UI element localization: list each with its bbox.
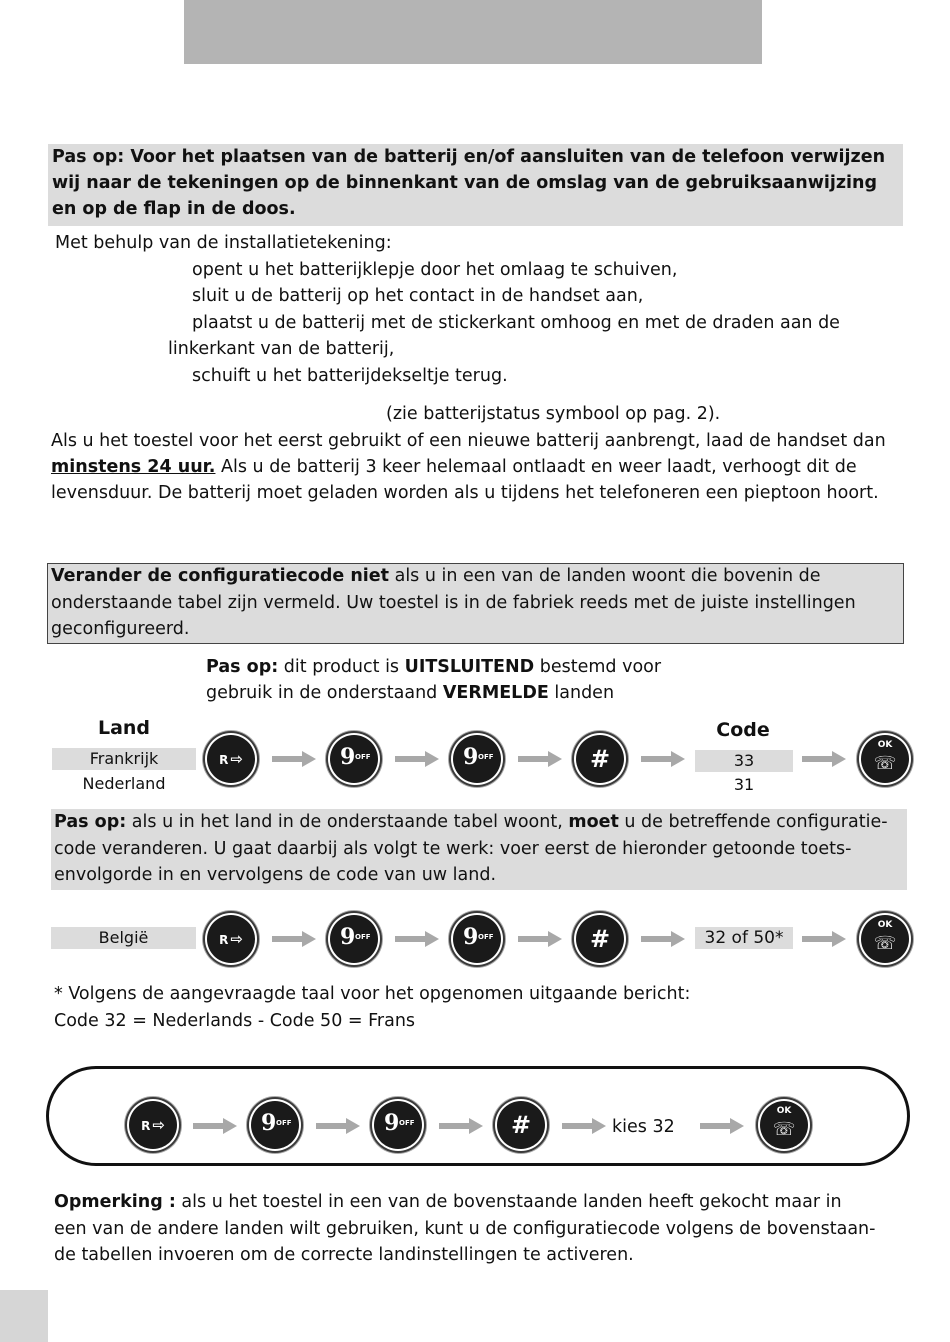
arrow-in-icon: ⇨: [152, 1116, 165, 1134]
hash-key: [497, 1101, 545, 1149]
nine-key: [453, 915, 501, 963]
change-code-label: Pas op:: [54, 812, 127, 832]
battery-status-reference: (zie batterijstatus symbool op pag. 2).: [386, 404, 721, 424]
install-step: sluit u de batterij op het contact in de handset aan,: [192, 286, 644, 306]
exclusive-note-text: landen: [548, 683, 615, 703]
remark-text: als u het toestel in een van de bovenstaande landen heeft gekocht maar in: [175, 1192, 842, 1212]
arrow-right-icon: [700, 1118, 744, 1134]
arrow-right-icon: [272, 751, 316, 767]
install-step: opent u het batterijklepje door het omlaag te schuiven,: [192, 260, 678, 280]
hash-key-label: #: [589, 745, 611, 773]
nine-key: [453, 735, 501, 783]
arrow-right-icon: [316, 1118, 360, 1134]
code-cell: 33: [695, 750, 793, 772]
install-step: plaatst u de batterij met de stickerkant omhoog en met de draden aan de: [192, 313, 840, 333]
nine-key-sub: OFF: [478, 933, 494, 941]
nine-key: [330, 735, 378, 783]
arrow-in-icon: ⇨: [230, 750, 243, 768]
nine-key-label: 9: [340, 744, 356, 770]
ok-key-label: OK: [877, 740, 893, 750]
nine-key-label: 9: [463, 924, 479, 950]
charge-duration: minstens 24 uur.: [51, 457, 216, 477]
install-step: schuift u het batterijdekseltje terug.: [192, 366, 508, 386]
phone-icon: ☏: [873, 753, 897, 774]
r-key-label: R: [219, 933, 229, 947]
exclusive-note-label: Pas op:: [206, 657, 279, 677]
config-code-notice: [47, 563, 904, 644]
arrow-in-icon: ⇨: [230, 930, 243, 948]
arrow-right-icon: [802, 931, 846, 947]
battery-warning-panel: [48, 144, 903, 226]
battery-warning-line: wij naar de tekeningen op de binnenkant van de omslag van de gebruiksaanwijzing: [52, 173, 878, 193]
arrow-right-icon: [272, 931, 316, 947]
r-key-label: R: [219, 753, 229, 767]
phone-icon: ☏: [873, 933, 897, 954]
exclusive-note-text: bestemd voor: [534, 657, 662, 677]
battery-warning-line: Pas op: Voor het plaatsen van de batterij en/of aansluiten van de telefoon verwijzen: [52, 147, 886, 167]
ok-key: [861, 735, 909, 783]
arrow-right-icon: [641, 751, 685, 767]
config-notice-bold: Verander de configuratiecode niet: [51, 566, 390, 586]
r-key: [207, 735, 255, 783]
change-code-line: [54, 809, 888, 836]
hash-key: [576, 915, 624, 963]
nine-key: [374, 1101, 422, 1149]
remark-line: [54, 1189, 842, 1216]
hash-key-label: #: [510, 1111, 532, 1139]
change-code-text: u de betreffende configuratie-: [618, 812, 888, 832]
arrow-right-icon: [395, 931, 439, 947]
install-step: linkerkant van de batterij,: [168, 339, 395, 359]
arrow-right-icon: [802, 751, 846, 767]
land-header: Land: [97, 717, 151, 739]
config-notice-line: geconfigureerd.: [51, 619, 190, 639]
code-cell: 32 of 50*: [695, 927, 793, 949]
exclusive-note-emph: VERMELDE: [442, 683, 549, 703]
footnote-line: Code 32 = Nederlands - Code 50 = Frans: [54, 1011, 416, 1031]
change-code-warning-panel: [51, 809, 907, 890]
change-code-text: als u in het land in de onderstaande tabel woont,: [126, 812, 569, 832]
change-code-line: code veranderen. U gaat daarbij als volgt te werk: voer eerst de hieronder getoonde toets-: [54, 839, 852, 859]
arrow-right-icon: [562, 1118, 606, 1134]
nine-key: [330, 915, 378, 963]
arrow-right-icon: [518, 751, 562, 767]
exclusive-note-line: [206, 680, 614, 707]
remark-line: een van de andere landen wilt gebruiken, kunt u de configuratiecode volgens de bovenstaan-: [54, 1219, 876, 1239]
change-code-line: envolgorde in en vervolgens de code van uw land.: [54, 865, 497, 885]
charge-instructions-line: [51, 454, 857, 481]
exclusive-note-text: dit product is: [278, 657, 405, 677]
ok-key-label: OK: [776, 1106, 792, 1116]
nine-key-sub: OFF: [355, 933, 371, 941]
ok-key: [760, 1101, 808, 1149]
config-notice-line: onderstaande tabel zijn vermeld. Uw toestel is in de fabriek reeds met de juiste instellingen: [51, 593, 856, 613]
footnote-line: * Volgens de aangevraagde taal voor het opgenomen uitgaande bericht:: [54, 984, 691, 1004]
arrow-right-icon: [518, 931, 562, 947]
config-notice-line: [51, 563, 821, 590]
code-cell: 31: [733, 775, 755, 794]
nine-key-label: 9: [261, 1110, 277, 1136]
change-code-emph: moet: [568, 812, 619, 832]
arrow-right-icon: [193, 1118, 237, 1134]
arrow-right-icon: [439, 1118, 483, 1134]
header-bar: [184, 0, 762, 64]
nine-key-sub: OFF: [478, 753, 494, 761]
country-cell: Frankrijk: [52, 748, 196, 770]
nine-key: [251, 1101, 299, 1149]
r-key: [129, 1101, 177, 1149]
code-header: Code: [716, 719, 770, 741]
exclusive-note-text: gebruik in de onderstaand: [206, 683, 443, 703]
ok-key: [861, 915, 909, 963]
nine-key-sub: OFF: [399, 1119, 415, 1127]
arrow-right-icon: [641, 931, 685, 947]
country-cell: Nederland: [82, 774, 166, 793]
page-corner-tab: [0, 1290, 48, 1342]
phone-icon: ☏: [772, 1119, 796, 1140]
charge-instructions-line: levensduur. De batterij moet geladen worden als u tijdens het telefoneren een pieptoon hoort.: [51, 483, 879, 503]
nine-key-sub: OFF: [276, 1119, 292, 1127]
choose-code-label: kies 32: [612, 1117, 675, 1137]
nine-key-label: 9: [463, 744, 479, 770]
r-key-label: R: [141, 1119, 151, 1133]
arrow-right-icon: [395, 751, 439, 767]
ok-key-label: OK: [877, 920, 893, 930]
battery-warning-line: en op de flap in de doos.: [52, 199, 296, 219]
nine-key-sub: OFF: [355, 753, 371, 761]
charge-instructions-line: Als u het toestel voor het eerst gebruikt of een nieuwe batterij aanbrengt, laad de handset dan: [51, 431, 886, 451]
hash-key-label: #: [589, 925, 611, 953]
charge-text: Als u de batterij 3 keer helemaal ontlaadt en weer laadt, verhoogt dit de: [215, 457, 857, 477]
hash-key: [576, 735, 624, 783]
r-key: [207, 915, 255, 963]
remark-label: Opmerking :: [54, 1192, 176, 1212]
config-notice-text: als u in een van de landen woont die bovenin de: [389, 566, 821, 586]
nine-key-label: 9: [384, 1110, 400, 1136]
install-intro: Met behulp van de installatietekening:: [55, 233, 392, 253]
country-cell: België: [51, 927, 196, 949]
remark-line: de tabellen invoeren om de correcte landinstellingen te activeren.: [54, 1245, 634, 1265]
exclusive-note-emph: UITSLUITEND: [404, 657, 535, 677]
nine-key-label: 9: [340, 924, 356, 950]
exclusive-note-line: [206, 654, 661, 681]
